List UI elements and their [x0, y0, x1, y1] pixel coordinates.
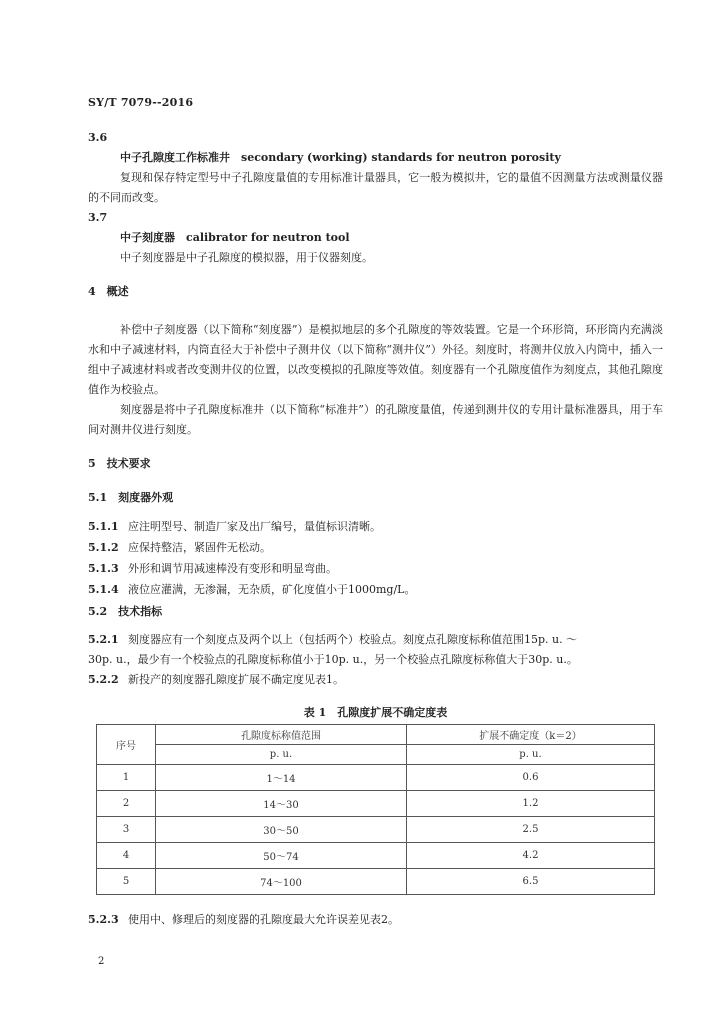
clause-number: 5.1.4: [88, 583, 119, 596]
clause-number: 5.1.3: [88, 562, 119, 575]
clause-number: 5.2.1: [88, 633, 119, 646]
section-5-1-items: [88, 516, 663, 600]
document-code: SY/T 7079--2016: [88, 96, 194, 109]
section-5-title: [88, 454, 663, 474]
clause-number: 5.1.2: [88, 541, 119, 554]
cell-range: 50～74: [156, 843, 407, 869]
cell-seq: 2: [97, 791, 156, 817]
section-title: 5 技术要求: [88, 457, 151, 470]
cell-range: 14～30: [156, 791, 407, 817]
clause-number: 5.1.1: [88, 520, 119, 533]
term-title: 中子孔隙度工作标准井 secondary (working) standards for neutron porosity: [120, 151, 561, 164]
cell-seq: 4: [97, 843, 156, 869]
cell-seq: 1: [97, 765, 156, 791]
clause-item: [88, 516, 663, 537]
subsection-title: 5.1 刻度器外观: [88, 491, 174, 504]
section-title: 4 概述: [88, 285, 129, 298]
porosity-uncertainty-table: [96, 724, 655, 895]
section-3-6: [88, 128, 663, 208]
paragraph: 刻度器是将中子孔隙度标准井（以下简称“标准井”）的孔隙度量值，传递到测井仪的专用计量标准器具，用于车间对测井仪进行刻度。: [88, 403, 663, 436]
table-caption: 表 1 孔隙度扩展不确定度表: [303, 706, 448, 719]
clause-text: 应注明型号、制造厂家及出厂编号，量值标识清晰。: [128, 520, 381, 533]
table-header-row: [97, 725, 655, 745]
header-range-unit: p. u.: [156, 745, 407, 765]
term-title: 中子刻度器 calibrator for neutron tool: [120, 231, 350, 244]
section-5-2-1: [88, 630, 663, 690]
cell-uncertainty: 1.2: [407, 791, 655, 817]
clause-item: [88, 579, 663, 600]
cell-seq: 3: [97, 817, 156, 843]
subsection-title: 5.2 技术指标: [88, 605, 163, 618]
cell-uncertainty: 2.5: [407, 817, 655, 843]
clause-text: 液位应灌满，无渗漏，无杂质，矿化度值小于1000mg/L。: [128, 583, 416, 596]
clause-text: 新投产的刻度器孔隙度扩展不确定度见表1。: [128, 673, 344, 686]
section-4-body: [88, 320, 663, 440]
clause-line: [88, 670, 663, 690]
cell-range: 30～50: [156, 817, 407, 843]
clause-number: 5.2.3: [88, 913, 119, 926]
clause-item: [88, 558, 663, 579]
cell-range: 74～100: [156, 869, 407, 895]
term-definition: 复现和保存特定型号中子孔隙度量值的专用标准计量器具，它一般为模拟井，它的量值不因测量方法或测量仪器的不同而改变。: [88, 171, 663, 204]
page-number: 2: [98, 956, 105, 967]
section-3-7: [88, 208, 663, 268]
paragraph: 补偿中子刻度器（以下简称“刻度器”）是模拟地层的多个孔隙度的等效装置。它是一个环形筒，环形筒内充满淡水和中子减速材料，内筒直径大于补偿中子测井仪（以下简称“测井仪”）外径。刻度时，将测井仪放入内筒中，插入一组中子减速材料或者改变测井仪的位置，以改变模拟的孔隙度等效值。刻度器有一个孔隙度值作为刻度点，其他孔隙度值作为校验点。: [88, 323, 663, 396]
header-uncertainty-unit: p. u.: [407, 745, 655, 765]
table-row: [97, 869, 655, 895]
cell-uncertainty: 0.6: [407, 765, 655, 791]
clause-number: 5.2.2: [88, 673, 119, 686]
clause-text: 刻度器应有一个刻度点及两个以上（包括两个）校验点。刻度点孔隙度标称值范围15p. u. ～: [128, 633, 578, 646]
section-number: 3.6: [88, 131, 108, 144]
header-uncertainty: 扩展不确定度（k＝2）: [407, 725, 655, 745]
clause-item: [88, 537, 663, 558]
cell-range: 1～14: [156, 765, 407, 791]
term-definition: 中子刻度器是中子孔隙度的模拟器，用于仪器刻度。: [120, 251, 373, 264]
clause-line: 30p. u.，最少有一个校验点的孔隙度标称值小于10p. u.，另一个校验点孔隙度标称值大于30p. u.。: [88, 653, 578, 666]
section-5-1-title: [88, 488, 663, 508]
table-header-unit-row: [97, 745, 655, 765]
section-number: 3.7: [88, 211, 108, 224]
table-row: [97, 765, 655, 791]
cell-uncertainty: 4.2: [407, 843, 655, 869]
table-row: [97, 791, 655, 817]
section-5-2-3: [88, 910, 663, 930]
header-seq: 序号: [97, 725, 156, 765]
clause-text: 应保持整洁，紧固件无松动。: [128, 541, 271, 554]
clause-text: 使用中、修理后的刻度器的孔隙度最大允许误差见表2。: [128, 913, 399, 926]
table-row: [97, 843, 655, 869]
section-5-2-title: [88, 602, 663, 622]
cell-seq: 5: [97, 869, 156, 895]
header-range: 孔隙度标称值范围: [156, 725, 407, 745]
cell-uncertainty: 6.5: [407, 869, 655, 895]
clause-line: [88, 630, 663, 650]
section-4: [88, 282, 663, 302]
table-row: [97, 817, 655, 843]
clause-text: 外形和调节用减速棒没有变形和明显弯曲。: [128, 562, 337, 575]
